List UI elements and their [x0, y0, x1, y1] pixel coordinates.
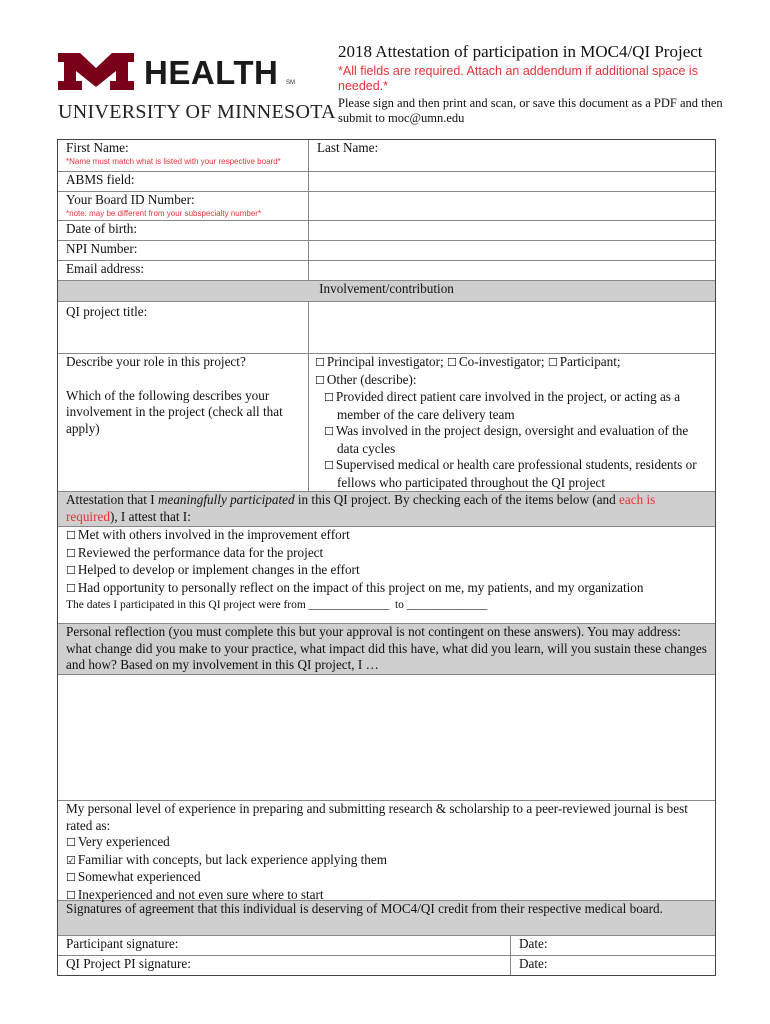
experience-option-somewhat[interactable] — [66, 869, 707, 887]
logo-service-mark: SM — [286, 80, 295, 86]
role-questions-cell — [58, 354, 309, 491]
signatures-header-row — [58, 901, 715, 936]
participant-signature-row — [58, 936, 715, 956]
reflection-prompt-row — [58, 624, 715, 675]
option-label: Was involved in the project design, oversight and evaluation of the data cycles — [335, 423, 689, 456]
board-id-label: Your Board ID Number: — [66, 192, 195, 207]
reflection-answer-input[interactable] — [58, 675, 715, 800]
title-block — [338, 42, 738, 126]
email-row — [58, 261, 715, 281]
qi-title-input[interactable] — [309, 302, 715, 353]
option-label: Principal investigator; — [326, 354, 444, 369]
checkbox-icon[interactable]: ☐ — [66, 836, 76, 849]
abms-row — [58, 172, 715, 192]
checkbox-icon[interactable]: ☐ — [547, 356, 558, 369]
abms-field-label: ABMS field: — [58, 172, 309, 191]
npi-input[interactable] — [309, 241, 715, 260]
involvement-header-row — [58, 281, 715, 302]
board-id-row — [58, 192, 715, 221]
board-id-input[interactable] — [309, 192, 715, 220]
npi-row — [58, 241, 715, 261]
attestation-items — [58, 527, 715, 623]
attest-text-mid: in this QI project. By checking each of the items below (and — [294, 492, 620, 507]
pi-signature-field[interactable]: QI Project PI signature: — [58, 956, 511, 975]
co-investigator-option[interactable] — [447, 354, 545, 369]
attestation-items-row — [58, 527, 715, 624]
experience-cell — [58, 801, 715, 900]
experience-label: Somewhat experienced — [77, 869, 201, 884]
attest-item-label: Reviewed the performance data for the project — [77, 544, 324, 560]
name-row — [58, 140, 715, 172]
other-role-option[interactable] — [315, 372, 707, 390]
attest-item-reflect[interactable] — [66, 580, 707, 598]
checkbox-icon[interactable]: ☐ — [66, 581, 76, 595]
involvement-option-design[interactable] — [315, 423, 707, 457]
qi-title-label: QI project title: — [58, 302, 309, 353]
checkbox-icon[interactable]: ☐ — [66, 529, 76, 542]
email-input[interactable] — [309, 261, 715, 280]
last-name-label: Last Name: — [317, 140, 379, 155]
participation-dates — [66, 597, 707, 614]
checkbox-icon[interactable]: ☐ — [66, 564, 76, 577]
checkbox-icon[interactable]: ☐ — [324, 459, 334, 472]
attest-item-label: Had opportunity to personally reflect on the impact of this project on me, my patients, and my organization — [77, 579, 644, 595]
board-id-cell — [58, 192, 309, 220]
involvement-question: Which of the following describes your involvement in the project (check all that apply) — [66, 387, 283, 436]
first-name-cell[interactable] — [58, 140, 309, 171]
required-note: *All fields are required. Attach an addendum if additional space is needed.* — [338, 64, 698, 93]
npi-label: NPI Number: — [58, 241, 309, 260]
dob-input[interactable] — [309, 221, 715, 240]
attest-item-helped[interactable] — [66, 562, 707, 580]
option-label: Co-investigator; — [458, 354, 545, 369]
option-label: Supervised medical or health care professional students, residents or fellows who participated throughout the QI project — [335, 457, 697, 490]
experience-row — [58, 801, 715, 901]
page-header — [0, 0, 770, 135]
participant-signature-field[interactable]: Participant signature: — [58, 936, 511, 955]
abms-field-input[interactable] — [309, 172, 715, 191]
involvement-header: Involvement/contribution — [319, 281, 454, 296]
pi-signature-row — [58, 956, 715, 975]
checkbox-icon[interactable]: ☐ — [66, 888, 76, 902]
attest-item-met[interactable] — [66, 527, 707, 545]
logo-health-text: HEALTH — [144, 54, 279, 91]
signatures-header: Signatures of agreement that this individual is deserving of MOC4/QI credit from their respective medical board. — [66, 901, 663, 916]
reflection-answer-row — [58, 675, 715, 801]
last-name-cell[interactable] — [309, 140, 715, 171]
dates-from-label[interactable]: The dates I participated in this QI project were from ______________ — [66, 599, 390, 611]
experience-label: Inexperienced and not even sure where to start — [77, 886, 324, 902]
dates-to-label[interactable]: to ______________ — [394, 599, 488, 611]
involvement-option-supervised[interactable] — [315, 457, 707, 491]
participant-date-field[interactable]: Date: — [519, 936, 548, 951]
option-label: Participant; — [559, 354, 621, 369]
reflection-prompt: Personal reflection (you must complete this but your approval is not contingent on these answers). You may address: what change did you make to your practice, what impact did this have, what did you learn, will you sustain these changes and how? Based on my involvement in this QI project, I … — [66, 624, 707, 672]
attest-item-label: Helped to develop or implement changes in the effort — [77, 562, 360, 577]
attestation-header — [58, 492, 715, 526]
checkbox-icon[interactable]: ☐ — [324, 391, 334, 404]
attest-text-em: meaningfully participated — [157, 492, 295, 507]
logo-university-text: UNIVERSITY OF MINNESOTA — [58, 101, 336, 123]
checkbox-icon[interactable]: ☐ — [315, 373, 325, 387]
principal-investigator-option[interactable] — [315, 354, 444, 369]
role-question: Describe your role in this project? — [66, 354, 246, 369]
participant-option[interactable] — [548, 354, 621, 369]
experience-prompt: My personal level of experience in preparing and submitting research & scholarship to a peer-reviewed journal is best rated as: — [66, 801, 688, 833]
document-title: 2018 Attestation of participation in MOC4/QI Project — [338, 42, 703, 61]
experience-option-very[interactable] — [66, 834, 707, 852]
attest-text-pre: Attestation that I — [66, 492, 158, 507]
attest-item-label: Met with others involved in the improvement effort — [77, 527, 350, 542]
checkbox-icon[interactable]: ☐ — [66, 871, 76, 884]
board-id-note: *note: may be different from your subspecialty number* — [66, 208, 262, 218]
attest-item-reviewed[interactable] — [66, 545, 707, 563]
checkbox-icon[interactable]: ☐ — [324, 425, 334, 438]
experience-option-familiar[interactable] — [66, 852, 707, 870]
attest-text-post: ), I attest that I: — [109, 508, 191, 524]
checkbox-icon[interactable]: ☐ — [66, 546, 76, 560]
first-name-label: First Name: — [66, 140, 129, 155]
block-m-logo-icon — [56, 50, 136, 92]
checkbox-icon[interactable]: ☐ — [315, 356, 325, 369]
dob-label: Date of birth: — [58, 221, 309, 240]
option-label: Provided direct patient care involved in the project, or acting as a member of the care delivery team — [335, 389, 681, 422]
dob-row — [58, 221, 715, 241]
experience-label: Familiar with concepts, but lack experience applying them — [77, 851, 387, 867]
experience-label: Very experienced — [77, 834, 170, 849]
role-options-line — [315, 354, 707, 372]
role-options-cell — [309, 354, 715, 491]
involvement-option-patient-care[interactable] — [315, 389, 707, 423]
email-label: Email address: — [58, 261, 309, 280]
umn-health-logo — [56, 50, 336, 125]
checkbox-checked-icon[interactable]: ☑ — [66, 853, 76, 867]
attestation-header-row — [58, 492, 715, 527]
submission-instructions: Please sign and then print and scan, or save this document as a PDF and then submit to moc@umn.edu — [338, 96, 723, 125]
role-involvement-row — [58, 354, 715, 492]
attestation-form — [57, 139, 716, 976]
first-name-note: *Name must match what is listed with your respective board* — [66, 156, 281, 166]
qi-title-row — [58, 302, 715, 354]
checkbox-icon[interactable]: ☐ — [447, 356, 457, 369]
option-label: Other (describe): — [326, 371, 417, 387]
attest-text-required: each is required — [66, 492, 656, 524]
pi-date-field[interactable]: Date: — [519, 956, 548, 971]
